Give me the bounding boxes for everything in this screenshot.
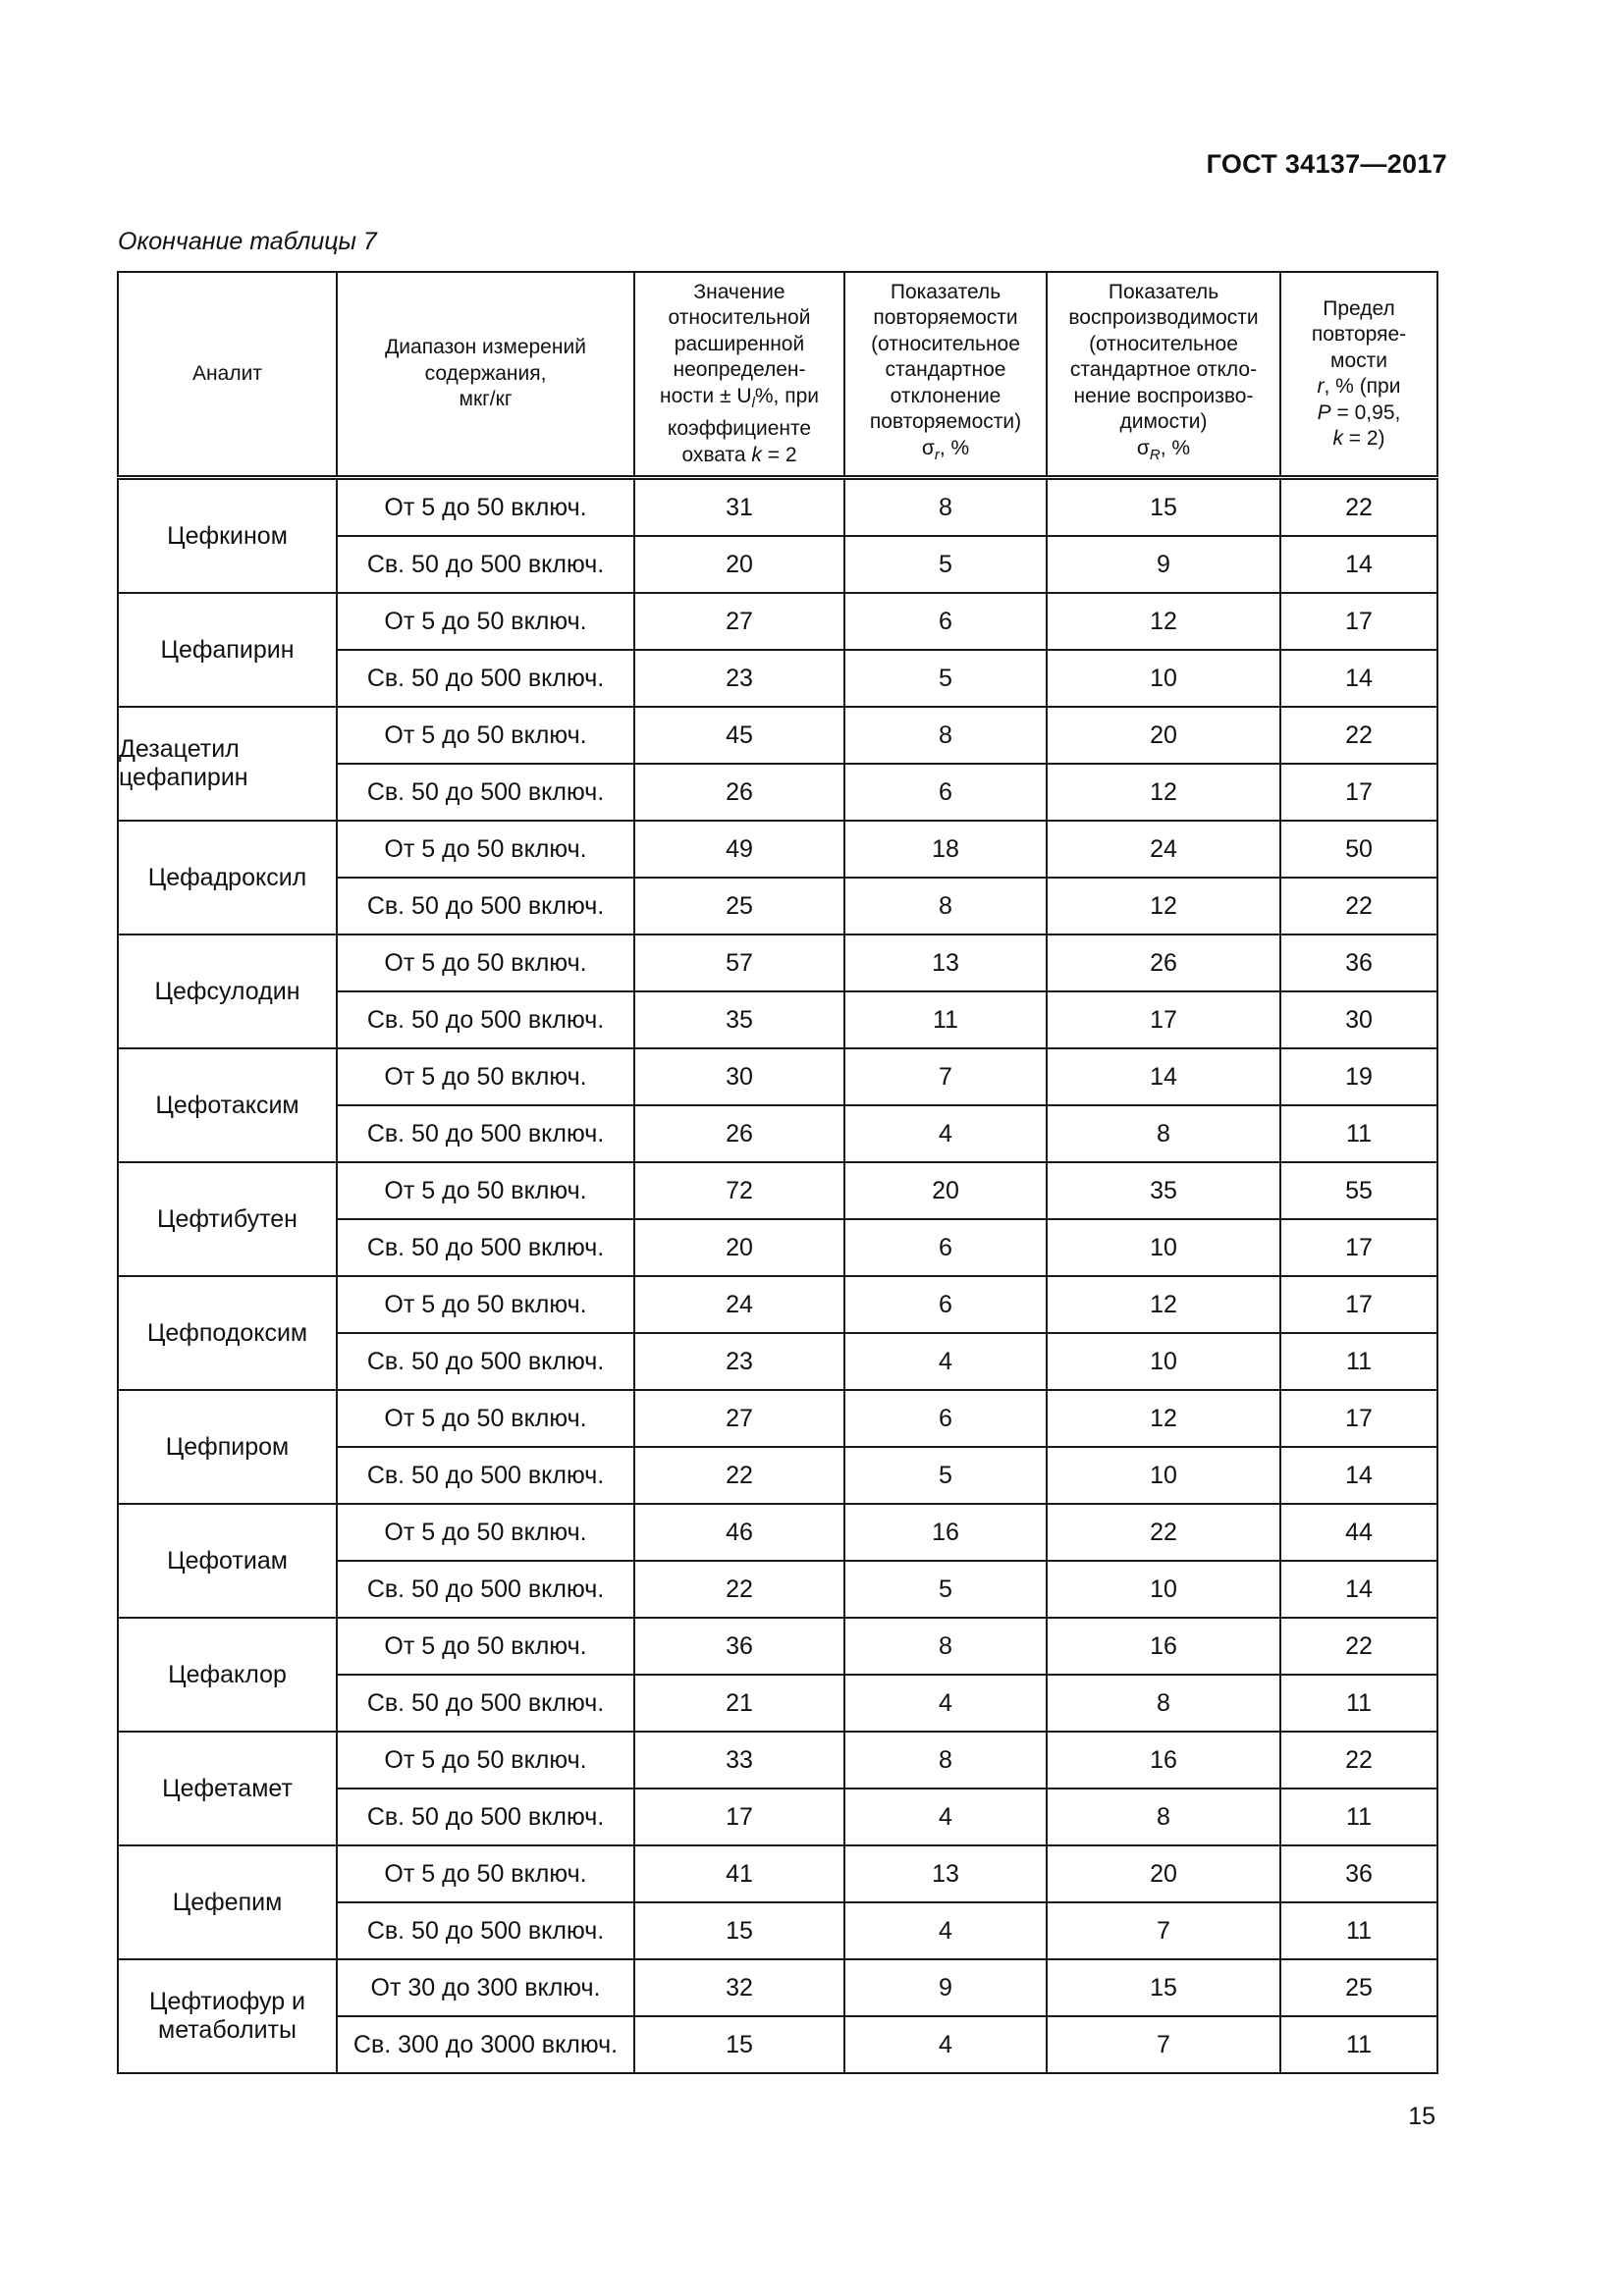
limit-cell: 14 (1280, 1561, 1437, 1618)
uncertainty-cell: 15 (634, 2016, 844, 2073)
header-limit (1280, 272, 1437, 478)
reproducibility-cell: 8 (1047, 1105, 1280, 1162)
table-row (118, 1390, 1437, 1447)
uncertainty-cell: 23 (634, 650, 844, 707)
reproducibility-cell: 16 (1047, 1732, 1280, 1789)
header-range-line: мкг/кг (459, 388, 513, 411)
limit-cell: 30 (1280, 991, 1437, 1048)
measurement-table (117, 271, 1438, 2074)
table-row (118, 1276, 1437, 1333)
header-reproducibility-line: нение воспроизво- (1073, 384, 1254, 407)
range-cell: Св. 300 до 3000 включ. (337, 2016, 634, 2073)
reproducibility-cell: 12 (1047, 878, 1280, 934)
limit-cell: 17 (1280, 1276, 1437, 1333)
header-limit-line: , % (при (1324, 375, 1401, 398)
table-caption: Окончание таблицы 7 (118, 228, 377, 255)
uncertainty-cell: 35 (634, 991, 844, 1048)
analyte-name: Цефтиофур и метаболиты (118, 1959, 337, 2073)
reproducibility-cell: 12 (1047, 764, 1280, 821)
range-cell: От 5 до 50 включ. (337, 1162, 634, 1219)
limit-cell: 14 (1280, 650, 1437, 707)
header-analyte-text: Аналит (192, 361, 262, 385)
table-row (118, 1959, 1437, 2016)
uncertainty-cell: 36 (634, 1618, 844, 1675)
analyte-name: Цефсулодин (118, 934, 337, 1048)
uncertainty-cell: 57 (634, 934, 844, 991)
header-limit-line: мости (1330, 348, 1387, 372)
page-number: 15 (1408, 2103, 1435, 2130)
uncertainty-cell: 20 (634, 536, 844, 593)
limit-cell: 55 (1280, 1162, 1437, 1219)
header-repeatability (844, 272, 1047, 478)
repeatability-cell: 8 (844, 1732, 1047, 1789)
repeatability-cell: 4 (844, 1333, 1047, 1390)
header-reproducibility-line: Показатель (1108, 280, 1219, 303)
limit-cell: 22 (1280, 478, 1437, 537)
header-uncertainty-line: коэффициенте (667, 417, 812, 441)
header-repeatability-line: (относительное (871, 332, 1020, 355)
uncertainty-cell: 26 (634, 1105, 844, 1162)
range-cell: Св. 50 до 500 включ. (337, 1105, 634, 1162)
range-cell: Св. 50 до 500 включ. (337, 536, 634, 593)
repeatability-cell: 6 (844, 1390, 1047, 1447)
repeatability-cell: 20 (844, 1162, 1047, 1219)
table-row (118, 821, 1437, 878)
analyte-name: Цефотиам (118, 1504, 337, 1618)
repeatability-cell: 8 (844, 878, 1047, 934)
reproducibility-cell: 10 (1047, 1333, 1280, 1390)
limit-cell: 11 (1280, 1902, 1437, 1959)
header-reproducibility-line: воспроизводимости (1068, 306, 1259, 330)
repeatability-cell: 7 (844, 1048, 1047, 1105)
header-uncertainty (634, 272, 844, 478)
range-cell: От 5 до 50 включ. (337, 1732, 634, 1789)
header-uncertainty-line: охвата (681, 443, 752, 466)
header-repeatability-line: повторяемости (873, 306, 1018, 330)
header-reproducibility-line: (относительное (1089, 332, 1238, 355)
uncertainty-cell: 22 (634, 1447, 844, 1504)
analyte-name: Цефапирин (118, 593, 337, 707)
repeatability-cell: 9 (844, 1959, 1047, 2016)
header-limit-line: = 0,95, (1330, 400, 1401, 424)
reproducibility-cell: 20 (1047, 707, 1280, 764)
uncertainty-cell: 49 (634, 821, 844, 878)
range-cell: От 5 до 50 включ. (337, 1618, 634, 1675)
range-cell: От 5 до 50 включ. (337, 478, 634, 537)
reproducibility-cell: 10 (1047, 1219, 1280, 1276)
repeatability-cell: 4 (844, 1105, 1047, 1162)
header-uncertainty-line: неопределен- (673, 358, 806, 382)
analyte-name: Цефаклор (118, 1618, 337, 1732)
repeatability-cell: 13 (844, 1845, 1047, 1902)
range-cell: От 5 до 50 включ. (337, 1845, 634, 1902)
range-cell: От 5 до 50 включ. (337, 707, 634, 764)
uncertainty-cell: 32 (634, 1959, 844, 2016)
limit-cell: 25 (1280, 1959, 1437, 2016)
reproducibility-cell: 20 (1047, 1845, 1280, 1902)
range-cell: Св. 50 до 500 включ. (337, 1902, 634, 1959)
repeatability-cell: 4 (844, 1675, 1047, 1732)
uncertainty-cell: 46 (634, 1504, 844, 1561)
repeatability-cell: 5 (844, 536, 1047, 593)
uncertainty-cell: 26 (634, 764, 844, 821)
analyte-name: Цефкином (118, 478, 337, 594)
reproducibility-cell: 22 (1047, 1504, 1280, 1561)
repeatability-cell: 6 (844, 1219, 1047, 1276)
header-limit-line: повторяе- (1311, 323, 1407, 346)
header-uncertainty-k: k (751, 443, 762, 466)
reproducibility-cell: 10 (1047, 1561, 1280, 1618)
range-cell: Св. 50 до 500 включ. (337, 1789, 634, 1845)
range-cell: От 5 до 50 включ. (337, 821, 634, 878)
limit-cell: 11 (1280, 1789, 1437, 1845)
header-uncertainty-subscript: l (751, 394, 755, 411)
header-reproducibility-subscript: R (1149, 446, 1161, 463)
table-row (118, 478, 1437, 537)
repeatability-cell: 5 (844, 650, 1047, 707)
uncertainty-cell: 27 (634, 593, 844, 650)
limit-cell: 36 (1280, 1845, 1437, 1902)
table-row (118, 1618, 1437, 1675)
uncertainty-cell: 22 (634, 1561, 844, 1618)
header-reproducibility-sigma: σ (1136, 436, 1150, 459)
limit-cell: 11 (1280, 1105, 1437, 1162)
uncertainty-cell: 20 (634, 1219, 844, 1276)
header-repeatability-line: стандартное (885, 358, 1006, 382)
table-row (118, 1504, 1437, 1561)
limit-cell: 14 (1280, 536, 1437, 593)
reproducibility-cell: 26 (1047, 934, 1280, 991)
header-limit-line: = 2) (1342, 427, 1385, 450)
range-cell: От 5 до 50 включ. (337, 593, 634, 650)
repeatability-cell: 18 (844, 821, 1047, 878)
table-row (118, 1162, 1437, 1219)
uncertainty-cell: 15 (634, 1902, 844, 1959)
document-standard-number: ГОСТ 34137—2017 (1206, 149, 1447, 179)
reproducibility-cell: 17 (1047, 991, 1280, 1048)
limit-cell: 36 (1280, 934, 1437, 991)
range-cell: Св. 50 до 500 включ. (337, 1333, 634, 1390)
analyte-name: Цефтибутен (118, 1162, 337, 1276)
table-row (118, 934, 1437, 991)
limit-cell: 22 (1280, 1732, 1437, 1789)
range-cell: Св. 50 до 500 включ. (337, 650, 634, 707)
uncertainty-cell: 72 (634, 1162, 844, 1219)
range-cell: От 30 до 300 включ. (337, 1959, 634, 2016)
uncertainty-cell: 27 (634, 1390, 844, 1447)
header-repeatability-line: отклонение (890, 384, 1001, 407)
reproducibility-cell: 10 (1047, 650, 1280, 707)
limit-cell: 14 (1280, 1447, 1437, 1504)
repeatability-cell: 4 (844, 1902, 1047, 1959)
limit-cell: 17 (1280, 1219, 1437, 1276)
repeatability-cell: 8 (844, 478, 1047, 537)
limit-cell: 44 (1280, 1504, 1437, 1561)
repeatability-cell: 16 (844, 1504, 1047, 1561)
repeatability-cell: 13 (844, 934, 1047, 991)
reproducibility-cell: 16 (1047, 1618, 1280, 1675)
header-limit-k: k (1332, 427, 1343, 450)
repeatability-cell: 11 (844, 991, 1047, 1048)
reproducibility-cell: 12 (1047, 1390, 1280, 1447)
limit-cell: 11 (1280, 2016, 1437, 2073)
table-header-row (118, 272, 1437, 478)
limit-cell: 17 (1280, 1390, 1437, 1447)
analyte-name: Цефадроксил (118, 821, 337, 934)
range-cell: Св. 50 до 500 включ. (337, 1561, 634, 1618)
uncertainty-cell: 33 (634, 1732, 844, 1789)
table-row (118, 1732, 1437, 1789)
analyte-name: Цефпиром (118, 1390, 337, 1504)
limit-cell: 22 (1280, 878, 1437, 934)
limit-cell: 17 (1280, 593, 1437, 650)
header-limit-line: Предел (1323, 296, 1395, 320)
header-reproducibility-line: стандартное откло- (1069, 358, 1258, 382)
analyte-name: Цефетамет (118, 1732, 337, 1845)
reproducibility-cell: 7 (1047, 2016, 1280, 2073)
analyte-name: Цефотаксим (118, 1048, 337, 1162)
range-cell: Св. 50 до 500 включ. (337, 1675, 634, 1732)
range-cell: Св. 50 до 500 включ. (337, 1447, 634, 1504)
repeatability-cell: 8 (844, 707, 1047, 764)
analyte-name: Цефподоксим (118, 1276, 337, 1390)
limit-cell: 22 (1280, 707, 1437, 764)
uncertainty-cell: 45 (634, 707, 844, 764)
reproducibility-cell: 24 (1047, 821, 1280, 878)
header-repeatability-line: , % (939, 436, 970, 459)
uncertainty-cell: 23 (634, 1333, 844, 1390)
reproducibility-cell: 8 (1047, 1675, 1280, 1732)
repeatability-cell: 6 (844, 1276, 1047, 1333)
reproducibility-cell: 9 (1047, 536, 1280, 593)
range-cell: От 5 до 50 включ. (337, 1276, 634, 1333)
repeatability-cell: 5 (844, 1561, 1047, 1618)
repeatability-cell: 5 (844, 1447, 1047, 1504)
limit-cell: 22 (1280, 1618, 1437, 1675)
table-row (118, 1048, 1437, 1105)
range-cell: От 5 до 50 включ. (337, 1048, 634, 1105)
range-cell: От 5 до 50 включ. (337, 934, 634, 991)
header-reproducibility (1047, 272, 1280, 478)
repeatability-cell: 4 (844, 2016, 1047, 2073)
reproducibility-cell: 15 (1047, 1959, 1280, 2016)
range-cell: Св. 50 до 500 включ. (337, 878, 634, 934)
uncertainty-cell: 21 (634, 1675, 844, 1732)
uncertainty-cell: 17 (634, 1789, 844, 1845)
repeatability-cell: 6 (844, 764, 1047, 821)
header-repeatability-line: повторяемости) (869, 410, 1022, 434)
header-analyte (118, 272, 337, 478)
header-range (337, 272, 634, 478)
repeatability-cell: 6 (844, 593, 1047, 650)
uncertainty-cell: 25 (634, 878, 844, 934)
table-row (118, 707, 1437, 764)
header-uncertainty-line: расширенной (674, 332, 805, 355)
analyte-name: Дезацетил цефапирин (118, 707, 337, 821)
table-row (118, 593, 1437, 650)
reproducibility-cell: 10 (1047, 1447, 1280, 1504)
reproducibility-cell: 14 (1047, 1048, 1280, 1105)
header-range-line: Диапазон измерений (385, 336, 586, 359)
table-row (118, 1845, 1437, 1902)
reproducibility-cell: 35 (1047, 1162, 1280, 1219)
uncertainty-cell: 31 (634, 478, 844, 537)
range-cell: От 5 до 50 включ. (337, 1390, 634, 1447)
header-repeatability-line: Показатель (890, 280, 1001, 303)
reproducibility-cell: 12 (1047, 593, 1280, 650)
uncertainty-cell: 30 (634, 1048, 844, 1105)
uncertainty-cell: 41 (634, 1845, 844, 1902)
header-uncertainty-line: относительной (668, 306, 811, 330)
header-uncertainty-line: ности ± U (660, 384, 752, 407)
header-reproducibility-line: , % (1160, 436, 1191, 459)
range-cell: От 5 до 50 включ. (337, 1504, 634, 1561)
limit-cell: 11 (1280, 1333, 1437, 1390)
header-range-line: содержания, (424, 361, 547, 385)
range-cell: Св. 50 до 500 включ. (337, 764, 634, 821)
header-reproducibility-line: димости) (1119, 410, 1208, 434)
analyte-name: Цефепим (118, 1845, 337, 1959)
header-limit-r: r (1317, 375, 1325, 398)
header-uncertainty-line: Значение (693, 280, 785, 303)
header-uncertainty-line: %, при (754, 384, 819, 407)
header-repeatability-subscript: r (934, 446, 940, 463)
reproducibility-cell: 8 (1047, 1789, 1280, 1845)
limit-cell: 17 (1280, 764, 1437, 821)
reproducibility-cell: 12 (1047, 1276, 1280, 1333)
range-cell: Св. 50 до 500 включ. (337, 1219, 634, 1276)
repeatability-cell: 4 (844, 1789, 1047, 1845)
reproducibility-cell: 15 (1047, 478, 1280, 537)
reproducibility-cell: 7 (1047, 1902, 1280, 1959)
range-cell: Св. 50 до 500 включ. (337, 991, 634, 1048)
header-limit-p: P (1317, 400, 1331, 424)
uncertainty-cell: 24 (634, 1276, 844, 1333)
repeatability-cell: 8 (844, 1618, 1047, 1675)
header-uncertainty-line: = 2 (761, 443, 797, 466)
limit-cell: 50 (1280, 821, 1437, 878)
header-repeatability-sigma: σ (921, 436, 935, 459)
limit-cell: 19 (1280, 1048, 1437, 1105)
table-body (118, 478, 1437, 2074)
limit-cell: 11 (1280, 1675, 1437, 1732)
